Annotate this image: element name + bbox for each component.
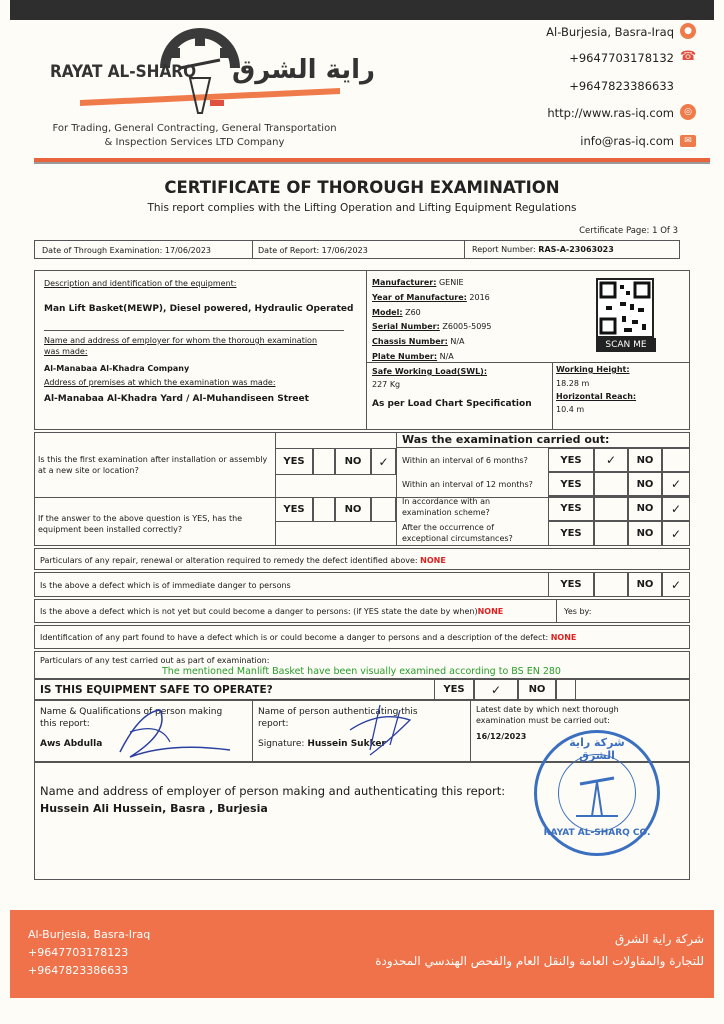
- equipment-specs: Manufacturer: GENIE Year of Manufacture: 2016 Model: Z60 Serial Number: Z6005-5095 Chassis Number: N/A Plate Number: N/A: [372, 278, 492, 361]
- interval-6-yes-tick[interactable]: ✓: [594, 448, 628, 472]
- contact-phone-1: +9647703178132: [569, 51, 674, 65]
- next-exam-date: 16/12/2023: [476, 732, 527, 741]
- horizontal-reach-label: Horizontal Reach:: [556, 392, 637, 401]
- email-icon: ✉: [680, 135, 696, 147]
- company-name-en: RAYAT AL-SHARQ: [50, 62, 197, 82]
- scheme-yes[interactable]: YES: [548, 496, 594, 521]
- certificate-page: Certificate Page: 1 Of 3: [579, 226, 678, 236]
- interval-12-question: Within an interval of 12 months?: [402, 480, 533, 489]
- exceptional-no-tick[interactable]: ✓: [662, 521, 690, 546]
- immediate-danger-yes[interactable]: YES: [548, 572, 594, 597]
- interval-12-no-tick[interactable]: ✓: [662, 472, 690, 496]
- safe-yes-tick[interactable]: ✓: [474, 679, 518, 700]
- immediate-danger-no-tick[interactable]: ✓: [662, 572, 690, 597]
- first-exam-yes[interactable]: YES: [275, 448, 313, 475]
- interval-6-question: Within an interval of 6 months?: [402, 456, 528, 465]
- location-pin-icon: ●: [680, 23, 696, 39]
- top-dark-bar: [10, 0, 714, 20]
- phone-icon: ☎: [680, 49, 697, 64]
- installed-no-box[interactable]: [371, 497, 396, 522]
- stamp-text-ar: شركة راية الشرق: [569, 736, 625, 762]
- exam-date: Date of Through Examination: 17/06/2023: [42, 246, 211, 255]
- company-tagline: For Trading, General Contracting, General Transportation & Inspection Services LTD Company: [52, 123, 337, 148]
- footer-contacts: Al-Burjesia, Basra-Iraq +9647703178123 +9647823386633: [28, 928, 151, 977]
- exceptional-yes[interactable]: YES: [548, 521, 594, 546]
- scan-me-label: SCAN ME: [596, 338, 656, 352]
- header-divider-gray: [34, 162, 710, 164]
- carried-out-heading: Was the examination carried out:: [402, 433, 610, 446]
- qr-code-icon[interactable]: [596, 278, 654, 338]
- installed-no[interactable]: NO: [335, 497, 371, 522]
- contact-address: Al-Burjesia, Basra-Iraq: [546, 25, 674, 39]
- future-danger-text: Is the above a defect which is not yet but could become a danger to persons: (if YES state the date by when)NONE: [40, 607, 504, 616]
- interval-12-yes[interactable]: YES: [548, 472, 594, 496]
- first-exam-no-tick[interactable]: ✓: [371, 448, 396, 475]
- scheme-question: In accordance with an examination scheme?: [402, 497, 491, 517]
- employer-value: Al-Manabaa Al-Khadra Company: [44, 364, 190, 373]
- employer-auth-label: Name and address of employer of person making and authenticating this report:: [40, 784, 506, 798]
- safe-yes[interactable]: YES: [434, 679, 474, 700]
- globe-icon: ◎: [680, 104, 696, 120]
- authenticator-label: Name of person authenticating this report:: [258, 707, 418, 729]
- contact-website[interactable]: http://www.ras-iq.com: [547, 106, 674, 120]
- employer-auth-value: Hussein Ali Hussein, Basra , Burjesia: [40, 802, 268, 815]
- identification-text: Identification of any part found to have a defect which is or could become a danger to persons and a description of the defect: NONE: [40, 633, 577, 642]
- interval-6-no[interactable]: NO: [628, 448, 662, 472]
- scheme-yes-box[interactable]: [594, 496, 628, 521]
- scheme-no-tick[interactable]: ✓: [662, 496, 690, 521]
- contact-phone-2: +9647823386633: [569, 79, 674, 93]
- interval-6-yes[interactable]: YES: [548, 448, 594, 472]
- document-subtitle: This report complies with the Lifting Operation and Lifting Equipment Regulations: [147, 202, 577, 214]
- immediate-danger-yes-box[interactable]: [594, 572, 628, 597]
- swl-label: Safe Working Load(SWL):: [372, 367, 488, 376]
- company-name-ar: راية الشرق: [232, 55, 376, 85]
- examiner-label: Name & Qualifications of person making this report:: [40, 707, 223, 729]
- stamp-oil-pump-icon: [574, 768, 620, 818]
- examiner-name: Aws Abdulla: [40, 739, 103, 749]
- exceptional-question: After the occurrence of exceptional circumstances?: [402, 523, 513, 543]
- next-exam-label: Latest date by which next thorough examination must be carried out:: [476, 705, 619, 725]
- installed-yes-box[interactable]: [313, 497, 335, 522]
- report-number: Report Number: RAS-A-23063023: [472, 245, 614, 254]
- premises-label: Address of premises at which the examination was made:: [44, 378, 276, 387]
- test-value: The mentioned Manlift Basket have been visually examined according to BS EN 280: [162, 666, 561, 677]
- authenticator-signature: [340, 700, 440, 760]
- installed-correctly-question: If the answer to the above question is YES, has the equipment been installed correctly?: [38, 514, 243, 534]
- interval-12-no[interactable]: NO: [628, 472, 662, 496]
- stamp-text-en: RAYAT AL-SHARQ CO.: [543, 828, 651, 838]
- load-chart-note: As per Load Chart Specification: [372, 399, 532, 409]
- yes-by-label: Yes by:: [564, 607, 592, 616]
- repair-text: Particulars of any repair, renewal or alteration required to remedy the defect identified above: NONE: [40, 556, 446, 565]
- examiner-signature: [110, 702, 240, 762]
- first-exam-no[interactable]: NO: [335, 448, 371, 475]
- contact-email[interactable]: info@ras-iq.com: [580, 134, 674, 148]
- safe-question: IS THIS EQUIPMENT SAFE TO OPERATE?: [40, 684, 273, 696]
- test-label: Particulars of any test carried out as part of examination:: [40, 656, 270, 665]
- interval-12-yes-box[interactable]: [594, 472, 628, 496]
- exceptional-yes-box[interactable]: [594, 521, 628, 546]
- safe-no[interactable]: NO: [518, 679, 556, 700]
- installed-yes[interactable]: YES: [275, 497, 313, 522]
- safe-no-box[interactable]: [556, 679, 576, 700]
- report-date: Date of Report: 17/06/2023: [258, 246, 368, 255]
- immediate-danger-question: Is the above a defect which is of immediate danger to persons: [40, 581, 291, 590]
- working-height-value: 18.28 m: [556, 379, 590, 388]
- document-title: CERTIFICATE OF THOROUGH EXAMINATION: [164, 178, 560, 197]
- first-exam-question: Is this the first examination after installation or assembly at a new site or location?: [38, 455, 268, 475]
- immediate-danger-no[interactable]: NO: [628, 572, 662, 597]
- horizontal-reach-value: 10.4 m: [556, 405, 585, 414]
- exceptional-no[interactable]: NO: [628, 521, 662, 546]
- working-height-label: Working Height:: [556, 365, 630, 374]
- equipment-desc-label: Description and identification of the equipment:: [44, 279, 237, 288]
- scheme-no[interactable]: NO: [628, 496, 662, 521]
- equipment-desc-value: Man Lift Basket(MEWP), Diesel powered, Hydraulic Operated: [44, 304, 354, 314]
- swl-value: 227 Kg: [372, 380, 401, 389]
- footer-arabic: شركة راية الشرق للتجارة والمقاولات العامة والنقل العام والفحص الهندسي المحدودة: [375, 932, 704, 968]
- premises-value: Al-Manabaa Al-Khadra Yard / Al-Muhandiseen Street: [44, 394, 309, 404]
- employer-label: Name and address of employer for whom the thorough examination was made:: [44, 336, 318, 356]
- first-exam-yes-box[interactable]: [313, 448, 335, 475]
- authenticator-signature-line: Signature: Hussein Sukker: [258, 739, 386, 749]
- interval-6-no-box[interactable]: [662, 448, 690, 472]
